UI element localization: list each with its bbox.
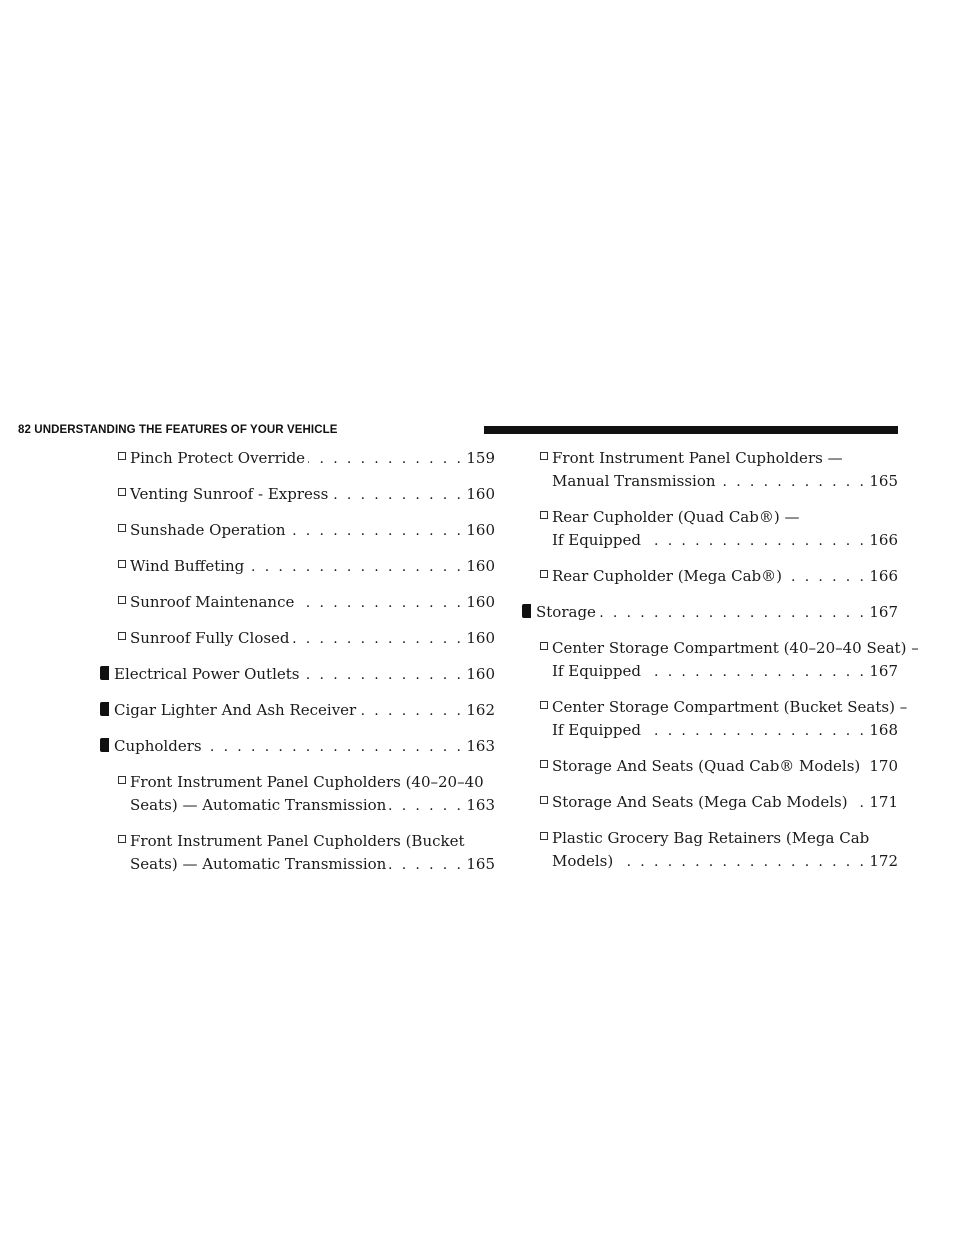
entry-title: Storage And Seats (Quad Cab® Models): [552, 757, 861, 775]
subsection-bullet-icon: [118, 524, 126, 532]
section-bullet-icon: [522, 604, 531, 618]
entry-line: [118, 591, 495, 615]
entry-title: Manual Transmission: [552, 472, 716, 490]
toc-subsection-entry[interactable]: [100, 830, 495, 877]
dot-leader: [205, 736, 464, 759]
subsection-bullet-icon: [540, 760, 548, 768]
dot-leader: [297, 592, 463, 615]
toc-subsection-entry[interactable]: [100, 627, 495, 651]
toc-left-column: [100, 447, 495, 889]
entry-title: Rear Cupholder (Quad Cab®) —: [552, 508, 800, 526]
dot-leader: [293, 628, 464, 651]
subsection-bullet-icon: [118, 452, 126, 460]
entry-line: [540, 827, 898, 850]
entry-title: Sunshade Operation: [130, 521, 286, 539]
entry-line: [540, 637, 919, 660]
dot-leader: [785, 566, 866, 589]
entry-page-number: 170: [869, 757, 898, 775]
dot-leader: [719, 471, 867, 494]
entry-line: [114, 663, 495, 687]
subsection-bullet-icon: [540, 832, 548, 840]
dot-leader: [863, 756, 866, 779]
entry-title: Models): [552, 852, 614, 870]
entry-page-number: 160: [466, 629, 495, 647]
entry-page-number: 168: [869, 721, 898, 739]
page-header: [18, 421, 898, 439]
subsection-bullet-icon: [540, 642, 548, 650]
dot-leader: [331, 484, 463, 507]
entry-line: [540, 791, 898, 815]
entry-line: [114, 699, 495, 723]
entry-page-number: 166: [869, 531, 898, 549]
toc-subsection-entry[interactable]: [100, 555, 495, 579]
entry-page-number: 172: [869, 852, 898, 870]
toc-section-entry[interactable]: [100, 699, 495, 723]
entry-title: Pinch Protect Override: [130, 449, 306, 467]
entry-page-number: 160: [466, 593, 495, 611]
entry-page-number: 163: [466, 796, 495, 814]
entry-line: [118, 830, 495, 853]
entry-title: Center Storage Compartment (Bucket Seats) –: [552, 698, 908, 716]
toc-subsection-entry[interactable]: [522, 447, 898, 494]
toc-section-entry[interactable]: [100, 735, 495, 759]
entry-page-number: 166: [869, 567, 898, 585]
entry-line: [114, 735, 495, 759]
entry-title: Seats) — Automatic Transmission: [130, 855, 387, 873]
entry-title: Electrical Power Outlets: [114, 665, 300, 683]
entry-page-number: 160: [466, 485, 495, 503]
entry-line: [118, 447, 495, 471]
entry-title: Cigar Lighter And Ash Receiver: [114, 701, 357, 719]
subsection-bullet-icon: [118, 632, 126, 640]
dot-leader: [359, 700, 463, 723]
toc-subsection-entry[interactable]: [522, 791, 898, 815]
subsection-bullet-icon: [540, 452, 548, 460]
entry-line: [118, 519, 495, 543]
subsection-bullet-icon: [540, 511, 548, 519]
entry-title: Plastic Grocery Bag Retainers (Mega Cab: [552, 829, 870, 847]
entry-line: [118, 771, 495, 794]
entry-page-number: 167: [869, 662, 898, 680]
section-bullet-icon: [100, 738, 109, 752]
toc-subsection-entry[interactable]: [522, 565, 898, 589]
toc-subsection-entry[interactable]: [100, 591, 495, 615]
dot-leader: [389, 795, 463, 818]
subsection-bullet-icon: [118, 596, 126, 604]
dot-leader: [308, 448, 463, 471]
entry-line: [540, 660, 898, 684]
entry-page-number: 165: [869, 472, 898, 490]
entry-title: Storage: [536, 603, 596, 621]
header-text: [18, 421, 338, 439]
dot-leader: [389, 854, 463, 877]
toc-subsection-entry[interactable]: [100, 771, 495, 818]
entry-page-number: 171: [869, 793, 898, 811]
entry-title: Wind Buffeting: [130, 557, 245, 575]
entry-line: [540, 470, 898, 494]
entry-title: Venting Sunroof - Express: [130, 485, 329, 503]
subsection-bullet-icon: [540, 701, 548, 709]
toc-subsection-entry[interactable]: [522, 755, 898, 779]
toc-subsection-entry[interactable]: [100, 483, 495, 507]
subsection-bullet-icon: [118, 488, 126, 496]
header-rule: [484, 426, 898, 434]
toc-right-column: [522, 447, 919, 886]
dot-leader: [247, 556, 463, 579]
entry-line: [540, 755, 898, 779]
entry-page-number: 160: [466, 521, 495, 539]
entry-title: Rear Cupholder (Mega Cab®): [552, 567, 782, 585]
subsection-bullet-icon: [540, 796, 548, 804]
entry-line: [540, 696, 908, 719]
entry-line: [118, 483, 495, 507]
entry-line: [118, 794, 495, 818]
entry-line: [540, 850, 898, 874]
dot-leader: [644, 661, 866, 684]
dot-leader: [644, 720, 866, 743]
toc-subsection-entry[interactable]: [522, 827, 898, 874]
entry-page-number: 165: [466, 855, 495, 873]
entry-title: Sunroof Maintenance: [130, 593, 295, 611]
entry-page-number: 160: [466, 557, 495, 575]
entry-line: [118, 555, 495, 579]
toc-subsection-entry[interactable]: [522, 637, 919, 684]
subsection-bullet-icon: [118, 776, 126, 784]
entry-line: [540, 565, 898, 589]
toc-subsection-entry[interactable]: [100, 519, 495, 543]
entry-title: Sunroof Fully Closed: [130, 629, 290, 647]
entry-line: [118, 627, 495, 651]
entry-title: If Equipped: [552, 721, 641, 739]
entry-page-number: 167: [869, 603, 898, 621]
entry-title: Front Instrument Panel Cupholders (Bucket: [130, 832, 465, 850]
section-bullet-icon: [100, 702, 109, 716]
entry-title: Front Instrument Panel Cupholders (40–20–40: [130, 773, 484, 791]
entry-page-number: 163: [466, 737, 495, 755]
section-bullet-icon: [100, 666, 109, 680]
entry-title: Storage And Seats (Mega Cab Models): [552, 793, 848, 811]
entry-title: If Equipped: [552, 531, 641, 549]
dot-leader: [616, 851, 866, 874]
toc-section-entry[interactable]: [522, 601, 898, 625]
toc-subsection-entry[interactable]: [100, 447, 495, 471]
entry-page-number: 162: [466, 701, 495, 719]
dot-leader: [303, 664, 464, 687]
dot-leader: [599, 602, 866, 625]
section-title: UNDERSTANDING THE FEATURES OF YOUR VEHICLE: [34, 424, 338, 436]
toc-subsection-entry[interactable]: [522, 506, 898, 553]
entry-page-number: 159: [466, 449, 495, 467]
entry-title: Front Instrument Panel Cupholders —: [552, 449, 843, 467]
entry-title: Seats) — Automatic Transmission: [130, 796, 387, 814]
entry-title: Cupholders: [114, 737, 202, 755]
toc-section-entry[interactable]: [100, 663, 495, 687]
entry-line: [540, 447, 898, 470]
dot-leader: [289, 520, 464, 543]
entry-title: Center Storage Compartment (40–20–40 Seat) –: [552, 639, 919, 657]
entry-line: [118, 853, 495, 877]
entry-title: If Equipped: [552, 662, 641, 680]
entry-page-number: 160: [466, 665, 495, 683]
toc-subsection-entry[interactable]: [522, 696, 908, 743]
subsection-bullet-icon: [540, 570, 548, 578]
page-number: 82: [18, 424, 31, 436]
entry-line: [536, 601, 898, 625]
entry-line: [540, 506, 898, 529]
dot-leader: [644, 530, 866, 553]
dot-leader: [851, 792, 867, 815]
entry-line: [540, 719, 898, 743]
subsection-bullet-icon: [118, 560, 126, 568]
subsection-bullet-icon: [118, 835, 126, 843]
entry-line: [540, 529, 898, 553]
